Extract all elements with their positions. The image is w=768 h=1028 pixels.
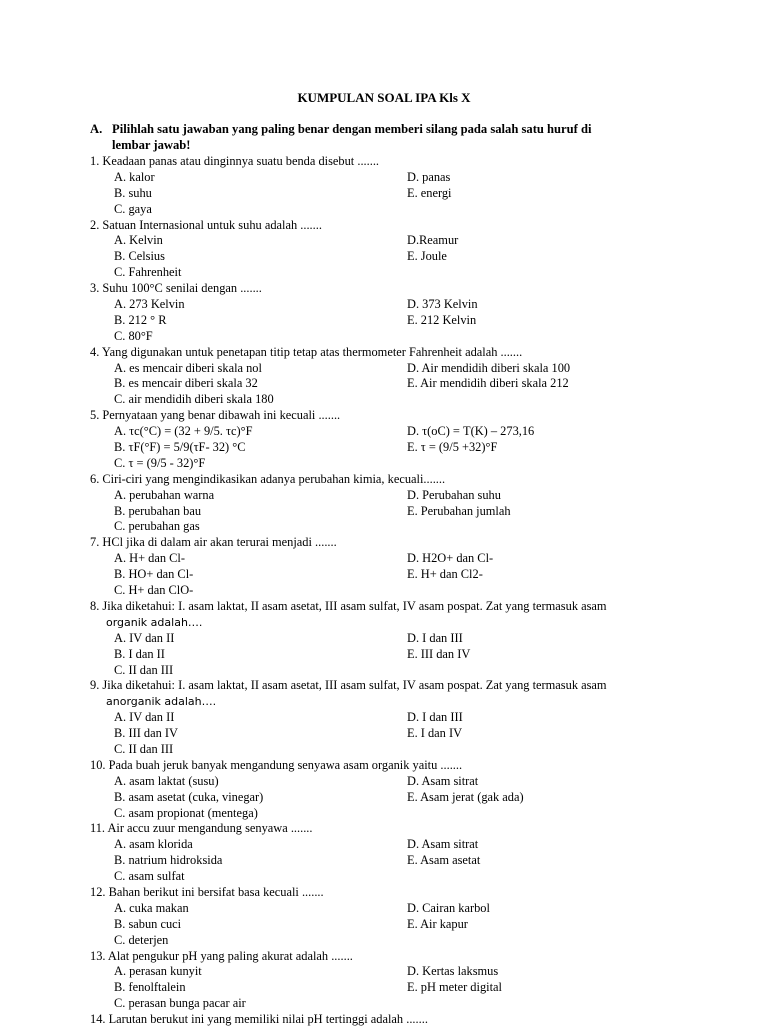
option-row: [90, 742, 710, 758]
option-row: [90, 456, 710, 472]
option-row: [90, 249, 710, 265]
question-stem: 4. Yang digunakan untuk penetapan titip tetap atas thermometer Fahrenheit adalah .......: [90, 344, 523, 359]
option-row: [90, 202, 710, 218]
answer-option: A. asam laktat (susu): [114, 773, 219, 788]
question-9: [90, 678, 710, 757]
option-row: [90, 297, 710, 313]
option-row: [90, 186, 710, 202]
option-row: [90, 424, 710, 440]
answer-option: C. II dan III: [114, 662, 174, 677]
option-row: [90, 313, 710, 329]
answer-option: C. deterjen: [114, 932, 169, 947]
answer-option: E. Joule: [407, 249, 447, 264]
question-8: [90, 599, 710, 678]
option-row: [90, 583, 710, 599]
answer-option: A. asam klorida: [114, 837, 193, 852]
option-row: [90, 265, 710, 281]
answer-option: B. III dan IV: [114, 726, 178, 741]
answer-option: A. Kelvin: [114, 233, 163, 248]
answer-option: B. perubahan bau: [114, 503, 202, 518]
answer-option: A. perubahan warna: [114, 487, 215, 502]
answer-option: C. Fahrenheit: [114, 265, 182, 280]
option-row: [90, 233, 710, 249]
answer-option: C. II dan III: [114, 741, 174, 756]
option-row: [90, 519, 710, 535]
answer-option: B. τF(°F) = 5/9(τF- 32) °C: [114, 440, 246, 455]
answer-option: D. Perubahan suhu: [407, 487, 501, 502]
option-row: [90, 647, 710, 663]
option-row: [90, 551, 710, 567]
option-row: [90, 392, 710, 408]
answer-option: D. Kertas laksmus: [407, 964, 499, 979]
answer-option: D. panas: [407, 169, 451, 184]
answer-option: A. IV dan II: [114, 710, 175, 725]
question-stem: 8. Jika diketahui: I. asam laktat, II asam asetat, III asam sulfat, IV asam pospat. Zat yang termasuk asam: [90, 598, 607, 613]
answer-option: C. perasan bunga pacar air: [114, 996, 246, 1011]
option-row: [90, 837, 710, 853]
answer-option: A. 273 Kelvin: [114, 297, 185, 312]
answer-option: E. pH meter digital: [407, 980, 502, 995]
option-row: [90, 964, 710, 980]
option-row: [90, 376, 710, 392]
answer-option: C. perubahan gas: [114, 519, 200, 534]
answer-option: A. es mencair diberi skala nol: [114, 360, 262, 375]
answer-option: B. natrium hidroksida: [114, 853, 223, 868]
answer-option: E. Air mendidih diberi skala 212: [407, 376, 569, 391]
answer-option: C. asam sulfat: [114, 869, 185, 884]
question-2: [90, 218, 710, 282]
answer-option: D. Air mendidih diberi skala 100: [407, 360, 571, 375]
option-row: [90, 663, 710, 679]
option-row: [90, 504, 710, 520]
option-row: [90, 806, 710, 822]
answer-option: B. sabun cuci: [114, 916, 182, 931]
question-stem-continuation: anorganik adalah….: [106, 695, 217, 709]
answer-option: C. τ = (9/5 - 32)°F: [114, 455, 206, 470]
answer-option: B. I dan II: [114, 646, 165, 661]
question-stem: 13. Alat pengukur pH yang paling akurat adalah .......: [90, 948, 353, 963]
question-4: [90, 345, 710, 409]
option-row: [90, 440, 710, 456]
question-7: [90, 535, 710, 599]
answer-option: E. III dan IV: [407, 646, 471, 661]
answer-option: C. 80°F: [114, 328, 153, 343]
question-3: [90, 281, 710, 345]
option-row: [90, 329, 710, 345]
question-12: [90, 885, 710, 949]
answer-option: B. HO+ dan Cl-: [114, 567, 194, 582]
question-stem: 2. Satuan Internasional untuk suhu adalah .......: [90, 217, 322, 232]
question-list: [90, 154, 710, 1028]
question-13: [90, 949, 710, 1013]
answer-option: C. asam propionat (mentega): [114, 805, 258, 820]
answer-option: B. Celsius: [114, 249, 165, 264]
question-stem: 7. HCl jika di dalam air akan terurai menjadi .......: [90, 535, 337, 550]
answer-option: E. H+ dan Cl2-: [407, 567, 483, 582]
answer-option: A. perasan kunyit: [114, 964, 202, 979]
instruction-line-1: Pilihlah satu jawaban yang paling benar dengan memberi silang pada salah satu huruf di: [112, 122, 592, 136]
answer-option: B. es mencair diberi skala 32: [114, 376, 258, 391]
question-stem: 9. Jika diketahui: I. asam laktat, II asam asetat, III asam sulfat, IV asam pospat. Zat yang termasuk asam: [90, 678, 607, 693]
option-row: [90, 774, 710, 790]
answer-option: D.Reamur: [407, 233, 459, 248]
option-row: [90, 980, 710, 996]
option-row: [90, 488, 710, 504]
question-stem: 6. Ciri-ciri yang mengindikasikan adanya perubahan kimia, kecuali.......: [90, 471, 446, 486]
answer-option: D. I dan III: [407, 710, 463, 725]
answer-option: A. kalor: [114, 169, 155, 184]
option-row: [90, 917, 710, 933]
instruction-line-2: lembar jawab!: [112, 137, 191, 152]
answer-option: B. asam asetat (cuka, vinegar): [114, 789, 264, 804]
question-stem: 11. Air accu zuur mengandung senyawa .......: [90, 821, 313, 836]
option-row: [90, 631, 710, 647]
question-stem-continuation: organik adalah….: [106, 615, 203, 629]
answer-option: D. Asam sitrat: [407, 773, 479, 788]
question-stem: 12. Bahan berikut ini bersifat basa kecuali .......: [90, 884, 324, 899]
answer-option: E. Air kapur: [407, 916, 468, 931]
option-row: [90, 790, 710, 806]
option-row: [90, 996, 710, 1012]
answer-option: E. Perubahan jumlah: [407, 503, 511, 518]
answer-option: C. gaya: [114, 201, 152, 216]
answer-option: E. Asam asetat: [407, 853, 481, 868]
question-stem: 14. Larutan berukut ini yang memiliki nilai pH tertinggi adalah .......: [90, 1012, 428, 1027]
answer-option: E. energi: [407, 185, 452, 200]
answer-option: E. τ = (9/5 +32)°F: [407, 440, 498, 455]
option-row: [90, 901, 710, 917]
answer-option: B. suhu: [114, 185, 152, 200]
answer-option: D. 373 Kelvin: [407, 297, 478, 312]
option-row: [90, 853, 710, 869]
answer-option: C. H+ dan ClO-: [114, 583, 194, 598]
option-row: [90, 710, 710, 726]
option-row: [90, 933, 710, 949]
question-6: [90, 472, 710, 536]
question-stem: 1. Keadaan panas atau dinginnya suatu benda disebut .......: [90, 154, 380, 168]
question-11: [90, 821, 710, 885]
answer-option: B. fenolftalein: [114, 980, 186, 995]
answer-option: A. H+ dan Cl-: [114, 551, 185, 566]
section-label: A.: [90, 122, 103, 136]
answer-option: E. I dan IV: [407, 726, 463, 741]
answer-option: A. cuka makan: [114, 900, 189, 915]
answer-option: E. 212 Kelvin: [407, 312, 477, 327]
question-5: [90, 408, 710, 472]
answer-option: D. Cairan karbol: [407, 900, 490, 915]
answer-option: D. τ(oC) = T(K) – 273,16: [407, 424, 535, 439]
page-title: KUMPULAN SOAL IPA Kls X: [297, 90, 471, 105]
question-14: [90, 1012, 710, 1028]
answer-option: D. Asam sitrat: [407, 837, 479, 852]
option-row: [90, 869, 710, 885]
question-10: [90, 758, 710, 822]
question-stem: 5. Pernyataan yang benar dibawah ini kecuali .......: [90, 408, 341, 423]
answer-option: E. Asam jerat (gak ada): [407, 789, 524, 804]
answer-option: D. I dan III: [407, 630, 463, 645]
question-stem: 3. Suhu 100°C senilai dengan .......: [90, 281, 262, 296]
option-row: [90, 567, 710, 583]
question-stem: 10. Pada buah jeruk banyak mengandung senyawa asam organik yaitu .......: [90, 757, 463, 772]
section-instruction: [90, 122, 688, 153]
answer-option: A. IV dan II: [114, 630, 175, 645]
answer-option: B. 212 ° R: [114, 312, 167, 327]
answer-option: A. τc(°C) = (32 + 9/5. τc)°F: [114, 424, 253, 439]
answer-option: C. air mendidih diberi skala 180: [114, 392, 274, 407]
option-row: [90, 726, 710, 742]
option-row: [90, 361, 710, 377]
answer-option: D. H2O+ dan Cl-: [407, 551, 494, 566]
option-row: [90, 170, 710, 186]
question-1: [90, 154, 710, 218]
